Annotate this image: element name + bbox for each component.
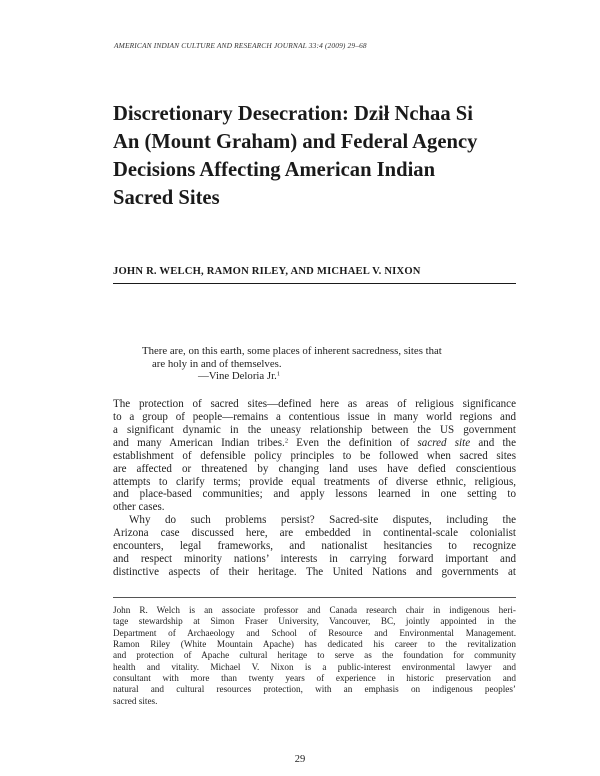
body-line: and many American Indian tribes.$^2$ Even the definition of sacred site and the <box>113 436 516 449</box>
footnote-line: health and vitality. Michael V. Nixon is a public-interest environmental lawyer and <box>113 661 516 672</box>
body-line: other cases. <box>113 501 165 514</box>
body-line: are affected or threatened by changing land uses have defied conscientious <box>113 462 516 475</box>
epigraph-attribution: —Vine Deloria Jr.$^1$ <box>198 370 281 383</box>
epigraph-line: are holy in and of themselves. <box>152 357 282 370</box>
footnote-line: consultant with more than twenty years of experience in historic preservation and <box>113 673 516 684</box>
body-line: attempts to clarify terms; provide equal treatments of diverse ethnic, religious, <box>113 475 516 488</box>
byline-rule <box>113 283 516 284</box>
footnote-line: Ramon Riley (White Mountain Apache) has dedicated his career to the revitalization <box>113 639 516 650</box>
body-line: establishment of defensible policy principles to be followed when sacred sites <box>113 449 516 462</box>
body-text <box>113 398 516 579</box>
footnote-line: sacred sites. <box>113 695 158 706</box>
title-line: Sacred Sites <box>113 187 220 209</box>
body-line: distinctive aspects of their heritage. The United Nations and governments at <box>113 565 516 578</box>
note-ref: 2 <box>284 437 289 445</box>
footnote-line: tage stewardship at Simon Fraser University, Vancouver, BC, jointly appointed in the <box>113 616 516 627</box>
footnote-line: Department of Archaeology and School of Resource and Environmental Management. <box>113 627 516 638</box>
article-title <box>113 100 513 212</box>
body-line: to a group of people—remains a contentious issue in many world regions and <box>113 410 516 423</box>
body-line: Arizona case discussed here, are embedded in continental-scale colonialist <box>113 527 516 540</box>
title-line: Discretionary Desecration: Dził Nchaa Si <box>113 103 473 125</box>
epigraph <box>142 345 502 383</box>
running-head: AMERICAN INDIAN CULTURE AND RESEARCH JOURNAL 33:4 (2009) 29–68 <box>114 41 367 50</box>
author-footnote <box>113 605 516 707</box>
title-line: Decisions Affecting American Indian <box>113 159 436 181</box>
body-line: encounters, legal frameworks, and nationalist hesitancies to recognize <box>113 540 516 553</box>
body-line: a significant dynamic in the uneasy relationship between the US government <box>113 423 516 436</box>
author-byline: JOHN R. WELCH, RAMON RILEY, AND MICHAEL V. NIXON <box>113 266 421 277</box>
body-line: and place-based communities; and apply lessons learned in one setting to <box>113 488 516 501</box>
footnote-line: natural and cultural resources protection, with an emphasis on indigenous peoples’ <box>113 684 516 695</box>
footnote-rule <box>113 597 516 598</box>
body-line: The protection of sacred sites—defined here as areas of religious significance <box>113 398 516 410</box>
footnote-line: John R. Welch is an associate professor and Canada research chair in indigenous heri- <box>113 605 516 615</box>
epigraph-line: There are, on this earth, some places of inherent sacredness, sites that <box>142 345 442 357</box>
note-ref: 1 <box>276 370 281 378</box>
page-number: 29 <box>294 754 306 765</box>
body-line: and respect minority nations’ interests in carrying forward important and <box>113 553 516 566</box>
body-line: Why do such problems persist? Sacred-site disputes, including the <box>129 514 516 527</box>
footnote-line: and protection of Apache cultural heritage to serve as the foundation for community <box>113 650 516 661</box>
title-line: An (Mount Graham) and Federal Agency <box>113 131 478 153</box>
